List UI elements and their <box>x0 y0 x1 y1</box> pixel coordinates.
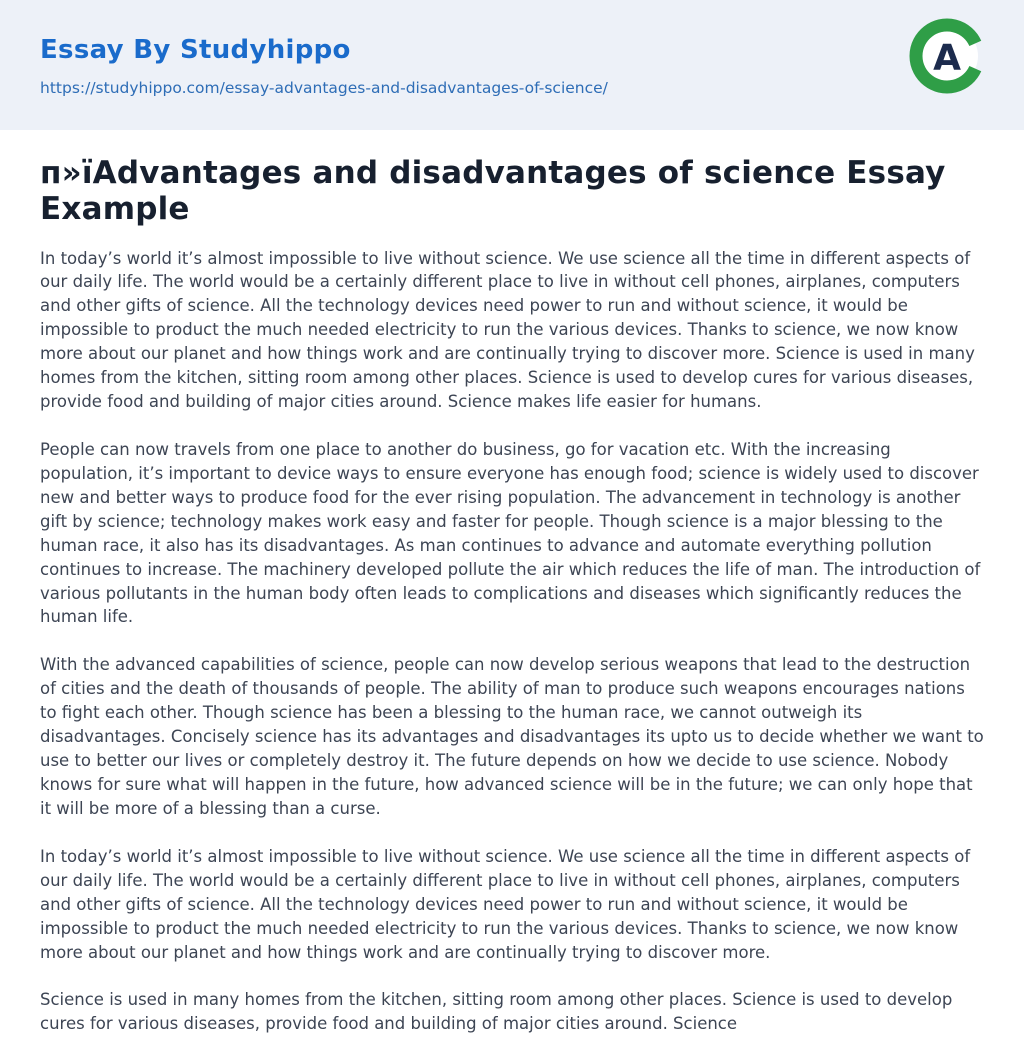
site-title-link[interactable]: Essay By Studyhippo <box>40 35 351 65</box>
essay-url-link[interactable]: https://studyhippo.com/essay-advantages-and-disadvantages-of-science/ <box>40 78 608 97</box>
essay-paragraph-4: In today’s world it’s almost impossible to live without science. We use science all the time in different aspects of our daily life. The world would be a certainly different place to live in without cell phones, airplanes, computers and other gifts of science. All the technology devices need power to run and without science, it would be impossible to product the much needed electricity to run the various devices. Thanks to science, we now know more about our planet and how things work and are continually trying to discover more. <box>40 846 971 962</box>
header-text-block <box>40 36 984 97</box>
studyhippo-logo[interactable] <box>908 17 986 95</box>
essay-title: п»їAdvantages and disadvantages of science Essay Example <box>40 155 946 228</box>
essay-content <box>0 155 1024 1036</box>
logo-letter: A <box>933 37 961 79</box>
essay-paragraph-3: With the advanced capabilities of science, people can now develop serious weapons that lead to the destruction of cities and the death of thousands of people. The ability of man to produce such weapons encourages nations to fight each other. Though science has been a blessing to the human race, we cannot outweigh its disadvantages. Concisely science has its advantages and disadvantages its upto us to decide whether we want to use to better our lives or completely destroy it. The future depends on how we decide to use science. Nobody knows for sure what will happen in the future, how advanced science will be in the future; we can only hope that it will be more of a blessing than a curse. <box>40 655 984 818</box>
essay-paragraph-5: Science is used in many homes from the kitchen, sitting room among other places. Science is used to develop cures for various diseases, provide food and building of major cities around. Science <box>40 990 953 1034</box>
site-header <box>0 0 1024 130</box>
essay-paragraph-2: People can now travels from one place to another do business, go for vacation etc. With the increasing population, it’s important to device ways to ensure everyone has enough food; science is widely used to discover new and better ways to produce food for the ever rising population. The advancement in technology is another gift by science; technology makes work easy and faster for people. Though science is a major blessing to the human race, it also has its disadvantages. As man continues to advance and automate everything pollution continues to increase. The machinery developed pollute the air which reduces the life of man. The introduction of various pollutants in the human body often leads to complications and diseases which significantly reduces the human life. <box>40 439 981 627</box>
essay-paragraph-1: In today’s world it’s almost impossible to live without science. We use science all the time in different aspects of our daily life. The world would be a certainly different place to live in without cell phones, airplanes, computers and other gifts of science. All the technology devices need power to run and without science, it would be impossible to product the much needed electricity to run the various devices. Thanks to science, we now know more about our planet and how things work and are continually trying to discover more. Science is used in many homes from the kitchen, sitting room among other places. Science is used to develop cures for various diseases, provide food and building of major cities around. Science makes life easier for humans. <box>40 248 975 412</box>
logo-ring-icon <box>908 17 986 95</box>
